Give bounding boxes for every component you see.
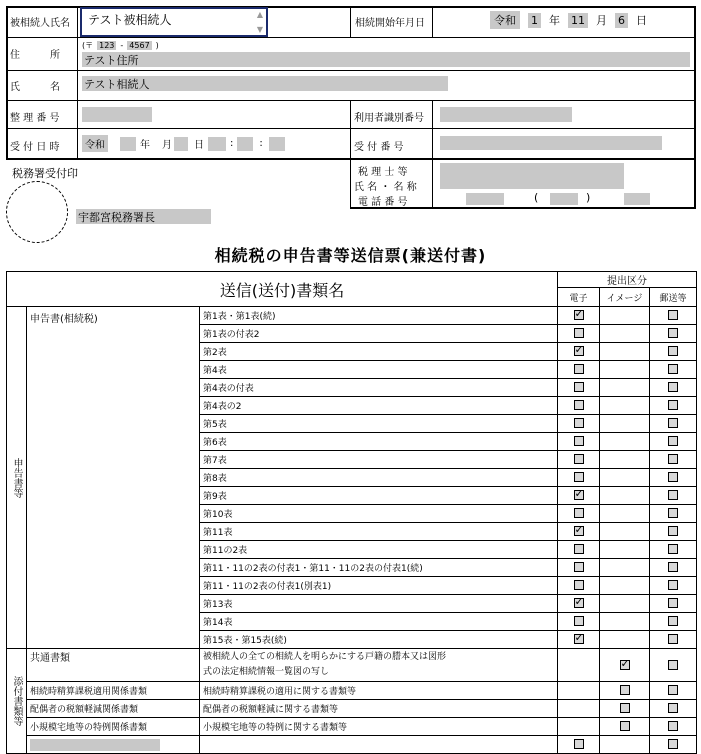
document-name: 第14表 bbox=[200, 613, 558, 631]
stamp-circle bbox=[6, 181, 68, 243]
table-row bbox=[7, 700, 697, 718]
receipt-date-label: 受 付 日 時 bbox=[10, 142, 60, 153]
checkbox-mail[interactable] bbox=[668, 544, 678, 554]
document-name: 第11・11の2表の付表1(別表1) bbox=[200, 577, 558, 595]
day-unit: 日 bbox=[636, 14, 647, 27]
year-value: 1 bbox=[528, 13, 541, 28]
user-id-input[interactable] bbox=[440, 107, 572, 122]
heir-name-value: テスト被相続人 bbox=[88, 13, 172, 27]
document-name: 第2表 bbox=[200, 343, 558, 361]
checkbox-mail[interactable] bbox=[668, 328, 678, 338]
address-input[interactable] bbox=[82, 52, 690, 67]
ref-no-label: 整 理 番 号 bbox=[10, 113, 60, 124]
document-name: 小規模宅地等の特例に関する書類等 bbox=[200, 718, 558, 736]
checkbox-electronic[interactable] bbox=[574, 364, 584, 374]
checkbox-mail[interactable] bbox=[668, 739, 678, 749]
checkbox-mail[interactable] bbox=[668, 703, 678, 713]
day-value: 6 bbox=[615, 13, 628, 28]
checkbox-electronic[interactable] bbox=[574, 436, 584, 446]
document-name: 第15表・第15表(続) bbox=[200, 631, 558, 649]
checkbox-mail[interactable] bbox=[668, 685, 678, 695]
declaration-sub: 申告書(相続税) bbox=[27, 307, 200, 649]
receipt-era: 令和 bbox=[82, 135, 108, 152]
checkbox-electronic[interactable] bbox=[574, 310, 584, 320]
checkbox-mail[interactable] bbox=[668, 660, 678, 670]
checkbox-electronic[interactable] bbox=[574, 634, 584, 644]
accountant-name-input[interactable] bbox=[440, 163, 624, 189]
name-label: 氏 名 bbox=[10, 82, 60, 93]
document-name: 第8表 bbox=[200, 469, 558, 487]
receipt-no-input[interactable] bbox=[440, 136, 662, 150]
checkbox-mail[interactable] bbox=[668, 364, 678, 374]
scroll-up-icon[interactable]: ▲ bbox=[256, 10, 263, 19]
heir-name-label: 被相続人氏名 bbox=[10, 18, 70, 29]
postal-code[interactable]: (〒 123 - 4567 ) bbox=[82, 41, 159, 50]
checkbox-electronic[interactable] bbox=[574, 580, 584, 590]
attached-category: 配偶者の税額軽減関係書類 bbox=[27, 700, 200, 718]
checkbox-mail[interactable] bbox=[668, 418, 678, 428]
checkbox-mail[interactable] bbox=[668, 454, 678, 464]
checkbox-mail[interactable] bbox=[668, 634, 678, 644]
receipt-date[interactable]: 令和 年 月 日 : : bbox=[82, 135, 285, 152]
checkbox-mail[interactable] bbox=[668, 508, 678, 518]
checkbox-electronic[interactable] bbox=[574, 562, 584, 572]
checkbox-mail[interactable] bbox=[668, 310, 678, 320]
checkbox-electronic[interactable] bbox=[574, 508, 584, 518]
checkbox-mail[interactable] bbox=[668, 526, 678, 536]
group-attached: 添付書類等 bbox=[7, 649, 27, 754]
accountant-label-3: 電 話 番 号 bbox=[358, 197, 408, 208]
accountant-label-2: 氏 名 ・ 名 称 bbox=[354, 182, 417, 193]
checkbox-mail[interactable] bbox=[668, 562, 678, 572]
group-declaration: 申告書等 bbox=[7, 307, 27, 649]
era: 令和 bbox=[490, 11, 520, 29]
common-docs-label: 共通書類 bbox=[27, 649, 200, 682]
table-row bbox=[7, 649, 697, 682]
table-row bbox=[7, 736, 697, 754]
receipt-no-label: 受 付 番 号 bbox=[354, 142, 404, 153]
tax-office[interactable]: 宇都宮税務署長 bbox=[76, 209, 211, 224]
checkbox-mail[interactable] bbox=[668, 382, 678, 392]
checkbox-electronic[interactable] bbox=[574, 526, 584, 536]
checkbox-mail[interactable] bbox=[668, 616, 678, 626]
phone-3[interactable] bbox=[624, 193, 650, 205]
document-name: 第7表 bbox=[200, 451, 558, 469]
year-unit: 年 bbox=[549, 14, 560, 27]
address-value: テスト住所 bbox=[84, 54, 139, 67]
checkbox-image[interactable] bbox=[620, 660, 630, 670]
checkbox-image[interactable] bbox=[620, 685, 630, 695]
document-name: 相続時精算課税の適用に関する書類等 bbox=[200, 682, 558, 700]
postal-code-1: 123 bbox=[99, 41, 115, 50]
document-name: 第1表・第1表(続) bbox=[200, 307, 558, 325]
common-docs-name: 被相続人の全ての相続人を明らかにする戸籍の謄本又は図形 式の法定相続情報一覧図の写し bbox=[200, 649, 558, 682]
document-name: 第1表の付表2 bbox=[200, 325, 558, 343]
document-name: 配偶者の税額軽減に関する書類等 bbox=[200, 700, 558, 718]
checkbox-mail[interactable] bbox=[668, 598, 678, 608]
phone-1[interactable] bbox=[466, 193, 504, 205]
name-value: テスト相続人 bbox=[84, 78, 150, 91]
checkbox-mail[interactable] bbox=[668, 580, 678, 590]
checkbox-electronic[interactable] bbox=[574, 418, 584, 428]
document-name: 第11表 bbox=[200, 523, 558, 541]
checkbox-electronic[interactable] bbox=[574, 739, 584, 749]
list-title: 送信(送付)書類名 bbox=[7, 272, 558, 307]
phone-2[interactable] bbox=[550, 193, 578, 205]
checkbox-image[interactable] bbox=[620, 721, 630, 731]
checkbox-electronic[interactable] bbox=[574, 346, 584, 356]
checkbox-electronic[interactable] bbox=[574, 544, 584, 554]
checkbox-mail[interactable] bbox=[668, 472, 678, 482]
document-name: 第4表 bbox=[200, 361, 558, 379]
document-name: 第4表の付表 bbox=[200, 379, 558, 397]
month-unit: 月 bbox=[596, 14, 607, 27]
start-date[interactable] bbox=[490, 11, 647, 29]
checkbox-electronic[interactable] bbox=[574, 400, 584, 410]
postal-code-2: 4567 bbox=[129, 41, 150, 50]
col-image: イメージ bbox=[600, 288, 650, 307]
table-row bbox=[7, 307, 697, 325]
document-list bbox=[6, 271, 697, 754]
heir-name-input[interactable] bbox=[80, 7, 268, 37]
checkbox-mail[interactable] bbox=[668, 721, 678, 731]
checkbox-mail[interactable] bbox=[668, 436, 678, 446]
document-name: 第5表 bbox=[200, 415, 558, 433]
user-id-label: 利用者識別番号 bbox=[354, 113, 424, 124]
submission-header: 提出区分 bbox=[558, 272, 697, 288]
table-row bbox=[7, 718, 697, 736]
document-name: 第11・11の2表の付表1・第11・11の2表の付表1(続) bbox=[200, 559, 558, 577]
stamp-label: 税務署受付印 bbox=[12, 167, 78, 180]
start-date-label: 相続開始年月日 bbox=[355, 18, 425, 29]
table-row bbox=[7, 682, 697, 700]
checkbox-mail[interactable] bbox=[668, 490, 678, 500]
attached-category: 相続時精算課税適用関係書類 bbox=[27, 682, 200, 700]
document-name: 第11の2表 bbox=[200, 541, 558, 559]
checkbox-electronic[interactable] bbox=[574, 472, 584, 482]
document-name: 第4表の2 bbox=[200, 397, 558, 415]
document-name: 第13表 bbox=[200, 595, 558, 613]
checkbox-electronic[interactable] bbox=[574, 598, 584, 608]
col-electronic: 電子 bbox=[558, 288, 600, 307]
month-value: 11 bbox=[568, 13, 588, 28]
page-title: 相続税の申告書等送信票(兼送付書) bbox=[214, 246, 487, 265]
document-name: 第9表 bbox=[200, 487, 558, 505]
checkbox-electronic[interactable] bbox=[574, 454, 584, 464]
checkbox-electronic[interactable] bbox=[574, 328, 584, 338]
checkbox-image[interactable] bbox=[620, 703, 630, 713]
document-name: 第6表 bbox=[200, 433, 558, 451]
attached-category: 小規模宅地等の特例関係書類 bbox=[27, 718, 200, 736]
checkbox-mail[interactable] bbox=[668, 400, 678, 410]
checkbox-electronic[interactable] bbox=[574, 490, 584, 500]
address-label: 住 所 bbox=[10, 50, 60, 61]
accountant-label-1: 税 理 士 等 bbox=[358, 167, 408, 178]
document-name: 第10表 bbox=[200, 505, 558, 523]
ref-no-input[interactable] bbox=[82, 107, 152, 122]
scroll-down-icon[interactable]: ▼ bbox=[256, 25, 263, 34]
checkbox-electronic[interactable] bbox=[574, 382, 584, 392]
name-input[interactable] bbox=[82, 76, 448, 91]
col-mail: 郵送等 bbox=[650, 288, 697, 307]
checkbox-mail[interactable] bbox=[668, 346, 678, 356]
checkbox-electronic[interactable] bbox=[574, 616, 584, 626]
